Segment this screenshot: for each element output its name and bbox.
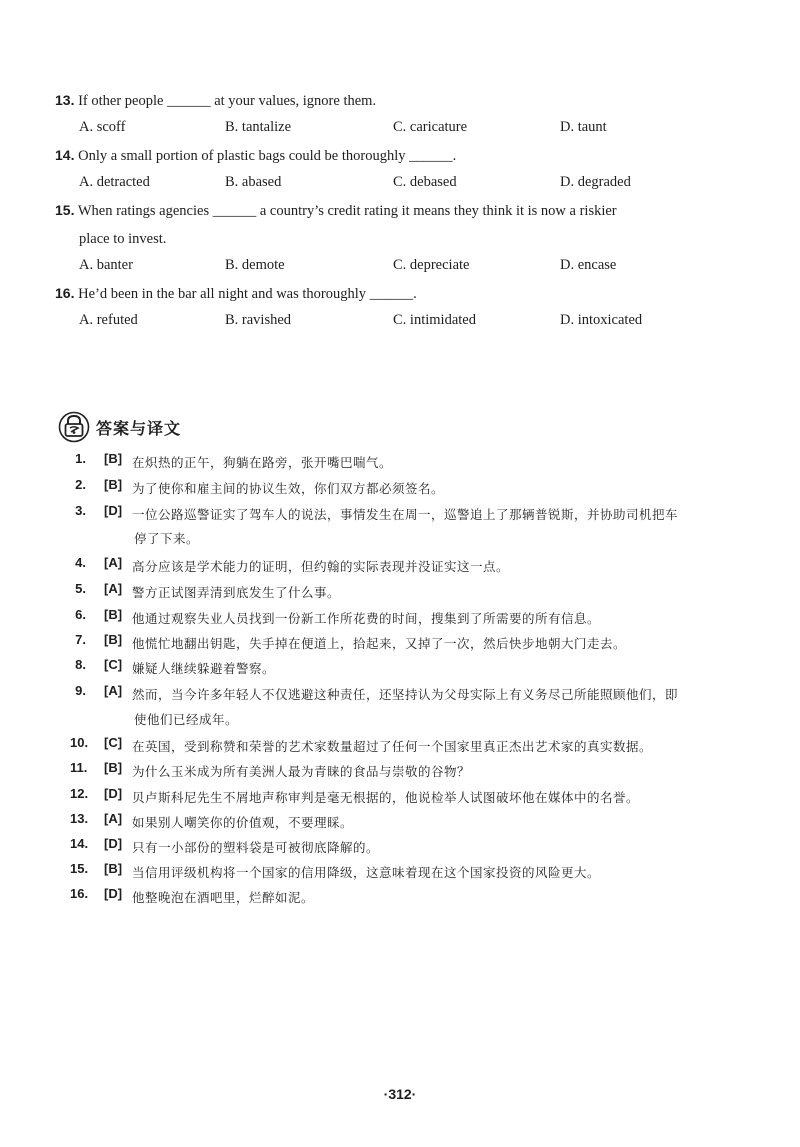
answer-key: [B] [104, 451, 123, 466]
answer-translation: 为什么玉米成为所有美洲人最为青睐的食品与崇敬的谷物？ [132, 764, 471, 779]
answer-translation: 嫌疑人继续躲避着警察。 [132, 661, 276, 676]
question-15-option-c: C. depreciate [393, 257, 470, 273]
answer-number: 14. [70, 836, 89, 851]
answer-key: [D] [104, 836, 123, 851]
answer-number: 13. [70, 811, 89, 826]
question-number: 16. [55, 285, 75, 301]
answer-translation: 当信用评级机构将一个国家的信用降级，这意味着现在这个国家投资的风险更大。 [132, 865, 601, 880]
question-text: He’d been in the bar all night and was thoroughly ______. [78, 286, 417, 302]
answers-section-title: 答案与译文 [96, 418, 182, 438]
answer-translation: 贝卢斯科尼先生不屑地声称审判是毫无根据的，他说检举人试图破坏他在媒体中的名誉。 [132, 790, 640, 805]
answer-translation: 警方正试图弄清到底发生了什么事。 [132, 585, 341, 600]
answer-number: 9. [75, 683, 86, 698]
question-15-option-d: D. encase [560, 257, 617, 273]
answer-translation: 如果别人嘲笑你的价值观，不要理睬。 [132, 815, 354, 830]
question-15-option-a: A. banter [79, 257, 133, 273]
answer-key: [D] [104, 886, 123, 901]
question-13-option-b: B. tantalize [225, 119, 292, 135]
answer-number: 12. [70, 786, 89, 801]
question-13-stem [55, 86, 745, 115]
answer-translation: 然而，当今许多年轻人不仅逃避这种责任，还坚持认为父母实际上有义务尽己所能照顾他们，即 [132, 687, 679, 702]
answer-key: [B] [104, 760, 123, 775]
question-text: Only a small portion of plastic bags could be thoroughly ______. [78, 148, 457, 164]
answer-translation: 在炽热的正午，狗躺在路旁，张开嘴巴喘气。 [132, 455, 393, 470]
question-14-option-a: A. detracted [79, 174, 150, 190]
question-14-option-b: B. abased [225, 174, 282, 190]
question-text-continued: place to invest. [79, 231, 167, 247]
answer-translation: 在英国，受到称赞和荣誉的艺术家数量超过了任何一个国家里真正杰出艺术家的真实数据。 [132, 739, 653, 754]
answer-translation: 为了使你和雇主间的协议生效，你们双方都必须签名。 [132, 481, 445, 496]
question-14-stem [55, 141, 745, 170]
answer-key: [A] [104, 581, 123, 596]
answer-key: [B] [104, 607, 123, 622]
answer-key: [B] [104, 861, 123, 876]
question-number: 15. [55, 202, 75, 218]
question-number: 13. [55, 92, 75, 108]
answer-key: [C] [104, 657, 123, 672]
question-16-option-c: C. intimidated [393, 312, 476, 328]
answer-number: 1. [75, 451, 86, 466]
question-13-option-d: D. taunt [560, 119, 607, 135]
page-number: ·312· [383, 1086, 417, 1102]
answer-key: [D] [104, 503, 123, 518]
answer-key: [D] [104, 786, 123, 801]
question-14-option-c: C. debased [393, 174, 457, 190]
answers-section-header [58, 410, 181, 444]
answer-translation: 只有一小部份的塑料袋是可被彻底降解的。 [132, 840, 380, 855]
lock-badge-icon [58, 411, 90, 443]
answer-translation: 他通过观察失业人员找到一份新工作所花费的时间，搜集到了所需要的所有信息。 [132, 611, 601, 626]
question-13-option-c: C. caricature [393, 119, 468, 135]
answer-number: 6. [75, 607, 86, 622]
question-14-option-d: D. degraded [560, 174, 631, 190]
question-text: When ratings agencies ______ a country’s credit rating it means they think it is now a riskier [77, 203, 617, 219]
answer-key: [B] [104, 632, 123, 647]
answer-translation-continued: 停了下来。 [134, 531, 200, 546]
answer-translation: 他慌忙地翻出钥匙，失手掉在便道上，拾起来，又掉了一次，然后快步地朝大门走去。 [132, 636, 627, 651]
answer-number: 11. [70, 760, 88, 775]
answer-key: [A] [104, 683, 123, 698]
answer-number: 3. [75, 503, 86, 518]
answer-translation: 一位公路巡警证实了驾车人的说法，事情发生在周一，巡警追上了那辆普锐斯，并协助司机把车 [132, 507, 679, 522]
answer-key: [C] [104, 735, 123, 750]
question-16-option-a: A. refuted [79, 312, 138, 328]
answer-number: 8. [75, 657, 86, 672]
question-text: If other people ______ at your values, ignore them. [78, 93, 377, 109]
answer-number: 10. [70, 735, 89, 750]
question-16-stem [55, 279, 745, 308]
question-15-option-b: B. demote [225, 257, 285, 273]
answer-number: 16. [70, 886, 89, 901]
question-number: 14. [55, 147, 75, 163]
answer-key: [A] [104, 555, 123, 570]
answer-number: 15. [70, 861, 89, 876]
answer-number: 2. [75, 477, 86, 492]
question-13-option-a: A. scoff [79, 119, 126, 135]
answer-number: 4. [75, 555, 86, 570]
answer-translation-continued: 使他们已经成年。 [134, 712, 239, 727]
question-15-stem [55, 196, 745, 253]
question-16-option-b: B. ravished [225, 312, 292, 328]
question-16-option-d: D. intoxicated [560, 312, 643, 328]
answer-key: [B] [104, 477, 123, 492]
answer-translation: 高分应该是学术能力的证明，但约翰的实际表现并没证实这一点。 [132, 559, 510, 574]
answer-key: [A] [104, 811, 123, 826]
answer-number: 5. [75, 581, 86, 596]
answer-translation: 他整晚泡在酒吧里，烂醉如泥。 [132, 890, 315, 905]
answer-number: 7. [75, 632, 86, 647]
